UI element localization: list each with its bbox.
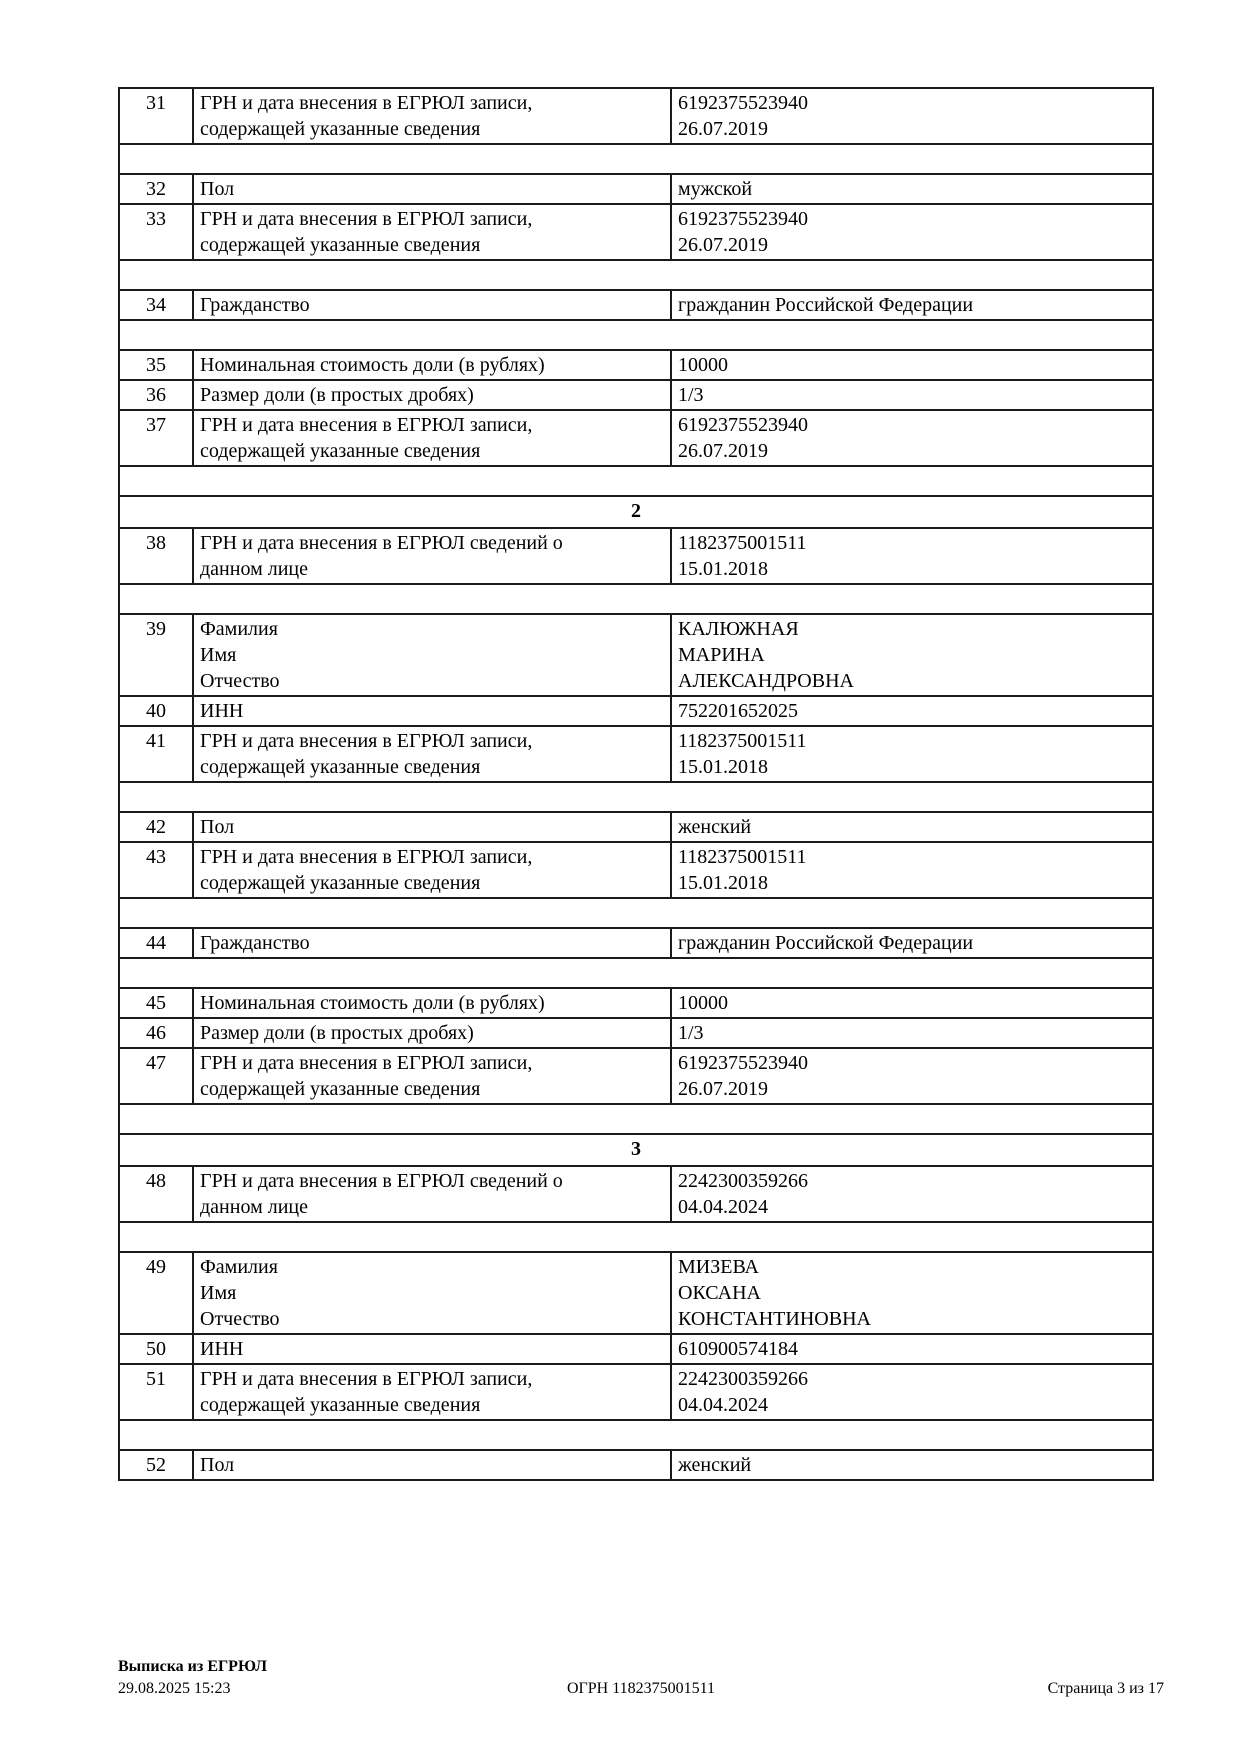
row-number-cell: 38: [119, 528, 193, 584]
row-number-cell: 34: [119, 290, 193, 320]
row-number-cell: 42: [119, 812, 193, 842]
table-row: [119, 812, 1153, 842]
spacer-row: [119, 958, 1153, 988]
field-value-cell: 6192375523940 26.07.2019: [671, 1048, 1153, 1104]
row-number-cell: 41: [119, 726, 193, 782]
egrul-table-body: [119, 88, 1153, 1480]
spacer-row: [119, 144, 1153, 174]
field-value-cell: 1182375001511 15.01.2018: [671, 842, 1153, 898]
row-number-cell: 31: [119, 88, 193, 144]
section-header-row: [119, 1134, 1153, 1166]
field-label-cell: Размер доли (в простых дробях): [193, 1018, 671, 1048]
table-row: [119, 988, 1153, 1018]
field-label-cell: Фамилия Имя Отчество: [193, 1252, 671, 1334]
field-value-cell: мужской: [671, 174, 1153, 204]
field-value-cell: МИЗЕВА ОКСАНА КОНСТАНТИНОВНА: [671, 1252, 1153, 1334]
field-label-cell: Размер доли (в простых дробях): [193, 380, 671, 410]
field-label-cell: Фамилия Имя Отчество: [193, 614, 671, 696]
table-row: [119, 290, 1153, 320]
table-row: [119, 1018, 1153, 1048]
spacer-row: [119, 898, 1153, 928]
spacer-row: [119, 782, 1153, 812]
field-value-cell: 1/3: [671, 1018, 1153, 1048]
row-number-cell: 36: [119, 380, 193, 410]
spacer-row: [119, 260, 1153, 290]
section-number: 2: [119, 496, 1153, 528]
table-row: [119, 1450, 1153, 1480]
row-number-cell: 37: [119, 410, 193, 466]
egrul-table-container: [118, 87, 1152, 1481]
field-label-cell: ГРН и дата внесения в ЕГРЮЛ записи, содержащей указанные сведения: [193, 1048, 671, 1104]
field-value-cell: 2242300359266 04.04.2024: [671, 1364, 1153, 1420]
field-value-cell: гражданин Российской Федерации: [671, 928, 1153, 958]
field-value-cell: женский: [671, 812, 1153, 842]
spacer-cell: [119, 260, 1153, 290]
field-label-cell: ГРН и дата внесения в ЕГРЮЛ записи, содержащей указанные сведения: [193, 410, 671, 466]
field-label-cell: ГРН и дата внесения в ЕГРЮЛ записи, содержащей указанные сведения: [193, 88, 671, 144]
doc-type-label: Выписка из ЕГРЮЛ: [118, 1658, 268, 1675]
field-value-cell: 10000: [671, 350, 1153, 380]
table-row: [119, 380, 1153, 410]
row-number-cell: 44: [119, 928, 193, 958]
spacer-cell: [119, 782, 1153, 812]
table-row: [119, 1364, 1153, 1420]
field-value-cell: 6192375523940 26.07.2019: [671, 88, 1153, 144]
field-value-cell: гражданин Российской Федерации: [671, 290, 1153, 320]
section-header-row: [119, 496, 1153, 528]
spacer-cell: [119, 584, 1153, 614]
spacer-row: [119, 1420, 1153, 1450]
row-number-cell: 52: [119, 1450, 193, 1480]
spacer-cell: [119, 1104, 1153, 1134]
field-label-cell: Пол: [193, 174, 671, 204]
table-row: [119, 1048, 1153, 1104]
row-number-cell: 32: [119, 174, 193, 204]
field-value-cell: 6192375523940 26.07.2019: [671, 410, 1153, 466]
field-value-cell: 1182375001511 15.01.2018: [671, 726, 1153, 782]
field-value-cell: 1/3: [671, 380, 1153, 410]
table-row: [119, 842, 1153, 898]
table-row: [119, 88, 1153, 144]
spacer-row: [119, 466, 1153, 496]
field-label-cell: ГРН и дата внесения в ЕГРЮЛ записи, содержащей указанные сведения: [193, 842, 671, 898]
spacer-row: [119, 1104, 1153, 1134]
table-row: [119, 928, 1153, 958]
table-row: [119, 1166, 1153, 1222]
field-label-cell: Номинальная стоимость доли (в рублях): [193, 350, 671, 380]
field-label-cell: ГРН и дата внесения в ЕГРЮЛ записи, содержащей указанные сведения: [193, 1364, 671, 1420]
row-number-cell: 40: [119, 696, 193, 726]
field-label-cell: ГРН и дата внесения в ЕГРЮЛ сведений о данном лице: [193, 528, 671, 584]
row-number-cell: 50: [119, 1334, 193, 1364]
spacer-cell: [119, 1222, 1153, 1252]
field-label-cell: Гражданство: [193, 928, 671, 958]
field-value-cell: 2242300359266 04.04.2024: [671, 1166, 1153, 1222]
table-row: [119, 1334, 1153, 1364]
spacer-cell: [119, 320, 1153, 350]
field-label-cell: Пол: [193, 1450, 671, 1480]
table-row: [119, 726, 1153, 782]
row-number-cell: 43: [119, 842, 193, 898]
egrul-table: [118, 87, 1154, 1481]
spacer-cell: [119, 958, 1153, 988]
row-number-cell: 51: [119, 1364, 193, 1420]
row-number-cell: 39: [119, 614, 193, 696]
field-value-cell: женский: [671, 1450, 1153, 1480]
row-number-cell: 47: [119, 1048, 193, 1104]
field-label-cell: Пол: [193, 812, 671, 842]
field-value-cell: 610900574184: [671, 1334, 1153, 1364]
ogrn-label: ОГРН 1182375001511: [566, 1680, 716, 1697]
section-number: 3: [119, 1134, 1153, 1166]
field-label-cell: ГРН и дата внесения в ЕГРЮЛ сведений о данном лице: [193, 1166, 671, 1222]
field-value-cell: 10000: [671, 988, 1153, 1018]
spacer-row: [119, 584, 1153, 614]
field-label-cell: Гражданство: [193, 290, 671, 320]
field-label-cell: ИНН: [193, 1334, 671, 1364]
row-number-cell: 49: [119, 1252, 193, 1334]
row-number-cell: 48: [119, 1166, 193, 1222]
field-value-cell: 752201652025: [671, 696, 1153, 726]
field-value-cell: КАЛЮЖНАЯ МАРИНА АЛЕКСАНДРОВНА: [671, 614, 1153, 696]
field-label-cell: ГРН и дата внесения в ЕГРЮЛ записи, содержащей указанные сведения: [193, 204, 671, 260]
field-value-cell: 6192375523940 26.07.2019: [671, 204, 1153, 260]
spacer-cell: [119, 1420, 1153, 1450]
table-row: [119, 614, 1153, 696]
field-value-cell: 1182375001511 15.01.2018: [671, 528, 1153, 584]
spacer-cell: [119, 898, 1153, 928]
table-row: [119, 410, 1153, 466]
table-row: [119, 1252, 1153, 1334]
field-label-cell: ГРН и дата внесения в ЕГРЮЛ записи, содержащей указанные сведения: [193, 726, 671, 782]
table-row: [119, 174, 1153, 204]
spacer-row: [119, 320, 1153, 350]
field-label-cell: ИНН: [193, 696, 671, 726]
row-number-cell: 35: [119, 350, 193, 380]
spacer-cell: [119, 144, 1153, 174]
spacer-cell: [119, 466, 1153, 496]
row-number-cell: 33: [119, 204, 193, 260]
page-indicator: Страница 3 из 17: [1047, 1680, 1164, 1697]
table-row: [119, 350, 1153, 380]
row-number-cell: 46: [119, 1018, 193, 1048]
spacer-row: [119, 1222, 1153, 1252]
table-row: [119, 696, 1153, 726]
field-label-cell: Номинальная стоимость доли (в рублях): [193, 988, 671, 1018]
print-datetime: 29.08.2025 15:23: [118, 1680, 231, 1697]
row-number-cell: 45: [119, 988, 193, 1018]
table-row: [119, 528, 1153, 584]
table-row: [119, 204, 1153, 260]
